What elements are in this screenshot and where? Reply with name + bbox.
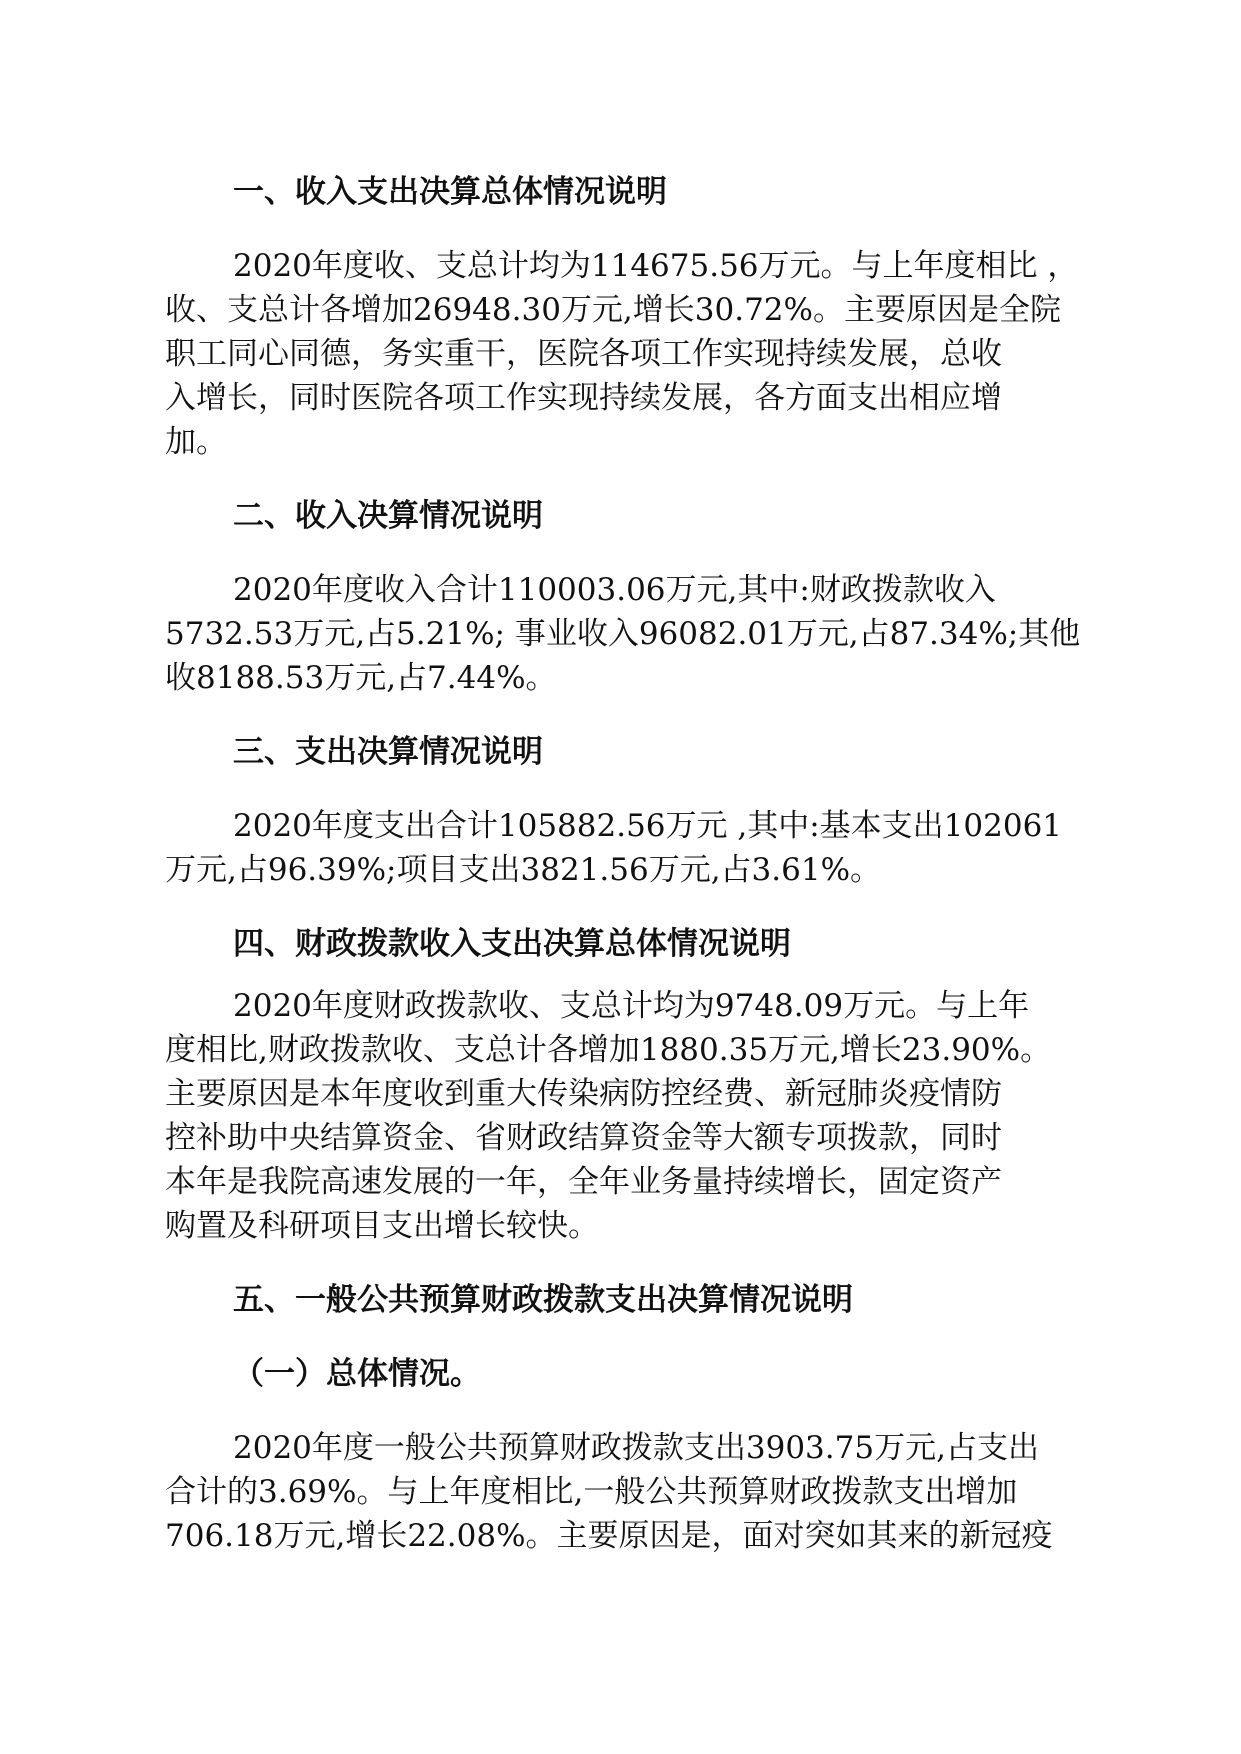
paragraph-line: 购置及科研项目支出增长较快。: [165, 1208, 599, 1244]
paragraph-line: 职工同心同德，务实重干，医院各项工作实现持续发展，总收: [165, 336, 1002, 372]
paragraph-line: 706.18万元,增长22.08%。主要原因是，面对突如其来的新冠疫: [165, 1518, 1053, 1554]
paragraph-line: 加。: [165, 424, 227, 460]
section-4-heading: 四、财政拨款收入支出决算总体情况说明: [233, 926, 791, 962]
paragraph-line: 控补助中央结算资金、省财政结算资金等大额专项拨款，同时: [165, 1120, 1002, 1156]
paragraph-line: 合计的3.69%。与上年度相比,一般公共预算财政拨款支出增加: [165, 1474, 1018, 1510]
paragraph-line: 收8188.53万元,占7.44%。: [165, 660, 557, 696]
section-5-paragraph: [165, 1426, 1090, 1558]
section-1-heading: 一、收入支出决算总体情况说明: [233, 174, 667, 210]
paragraph-line: 2020年度财政拨款收、支总计均为9748.09万元。与上年: [233, 988, 1030, 1024]
paragraph-line: 收、支总计各增加26948.30万元,增长30.72%。主要原因是全院: [165, 292, 1061, 328]
paragraph-line: 2020年度支出合计105882.56万元 ,其中:基本支出102061: [233, 808, 1063, 844]
paragraph-line: 2020年度一般公共预算财政拨款支出3903.75万元,占支出: [233, 1430, 1039, 1466]
paragraph-line: 2020年度收入合计110003.06万元,其中:财政拨款收入: [233, 572, 996, 608]
paragraph-line: 度相比,财政拨款收、支总计各增加1880.35万元,增长23.90%。: [165, 1032, 1052, 1068]
section-3-heading: 三、支出决算情况说明: [233, 734, 543, 770]
section-3-paragraph: [165, 804, 1090, 892]
section-1-paragraph: [165, 244, 1090, 464]
paragraph-line: 主要原因是本年度收到重大传染病防控经费、新冠肺炎疫情防: [165, 1076, 1002, 1112]
paragraph-line: 2020年度收、支总计均为114675.56万元。与上年度相比 ，: [233, 248, 1079, 284]
paragraph-line: 5732.53万元,占5.21%; 事业收入96082.01万元,占87.34%;其他: [165, 616, 1081, 652]
paragraph-line: 万元,占96.39%;项目支出3821.56万元,占3.61%。: [165, 852, 882, 888]
section-2-paragraph: [165, 568, 1090, 700]
paragraph-line: 本年是我院高速发展的一年，全年业务量持续增长，固定资产: [165, 1164, 1002, 1200]
section-2-heading: 二、收入决算情况说明: [233, 498, 543, 534]
paragraph-line: 入增长，同时医院各项工作实现持续发展，各方面支出相应增: [165, 380, 1002, 416]
section-5-subheading: （一）总体情况。: [233, 1356, 481, 1392]
section-4-paragraph: [165, 984, 1090, 1248]
section-5-heading: 五、一般公共预算财政拨款支出决算情况说明: [233, 1282, 853, 1318]
document-body: [165, 170, 1090, 1558]
